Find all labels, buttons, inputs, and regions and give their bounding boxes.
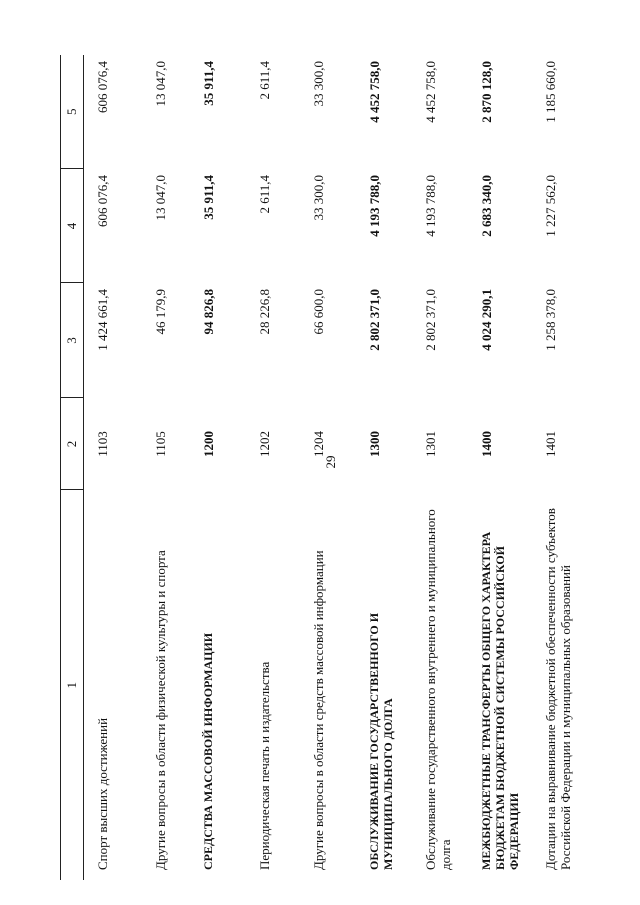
row-value-col3: 28 226,8 xyxy=(256,289,272,335)
row-value-col4: 606 076,4 xyxy=(95,175,110,227)
row-value-col5: 13 047,0 xyxy=(152,61,168,107)
table-row xyxy=(468,55,532,880)
row-value-col4: 33 300,0 xyxy=(310,175,326,221)
row-value-col5: 4 452 758,0 xyxy=(366,61,382,123)
row-name: ОБСЛУЖИВАНИЕ ГОСУДАРСТВЕННОГО И МУНИЦИПАЛЬНОГО ДОЛГА xyxy=(366,612,395,870)
row-code: 1103 xyxy=(95,431,110,457)
table-row xyxy=(84,55,142,880)
row-code: 1400 xyxy=(478,431,494,457)
row-code: 1202 xyxy=(256,431,272,457)
table-row xyxy=(190,55,246,880)
row-name: МЕЖБЮДЖЕТНЫЕ ТРАНСФЕРТЫ ОБЩЕГО ХАРАКТЕРА БЮДЖЕТАМ БЮДЖЕТНОЙ СИСТЕМЫ РОССИЙСКОЙ ФЕДЕРАЦИИ xyxy=(478,531,521,870)
row-value-col4: 35 911,4 xyxy=(200,175,216,220)
row-code: 1204 xyxy=(310,431,326,457)
row-value-col5: 33 300,0 xyxy=(310,61,326,107)
column-header-2: 2 xyxy=(61,398,84,490)
table-header-row xyxy=(61,55,84,880)
row-value-col5: 1 185 660,0 xyxy=(542,61,558,123)
page-number: 29 xyxy=(323,455,338,469)
row-name: Периодическая печать и издательства xyxy=(256,661,272,870)
table-row xyxy=(532,55,592,880)
row-value-col4: 2 611,4 xyxy=(256,175,272,214)
row-value-col3: 1 258 378,0 xyxy=(542,289,558,351)
row-value-col4: 2 683 340,0 xyxy=(478,175,494,237)
row-code: 1401 xyxy=(542,431,558,457)
row-code: 1301 xyxy=(422,431,438,457)
row-value-col4: 1 227 562,0 xyxy=(542,175,558,237)
row-value-col4: 4 193 788,0 xyxy=(366,175,382,237)
row-value-col3: 2 802 371,0 xyxy=(422,289,438,351)
table-row xyxy=(142,55,190,880)
row-value-col5: 4 452 758,0 xyxy=(422,61,438,123)
row-value-col3: 2 802 371,0 xyxy=(366,289,382,351)
row-code: 1300 xyxy=(366,431,382,457)
row-value-col5: 2 870 128,0 xyxy=(478,61,494,123)
table-row xyxy=(356,55,412,880)
table-row xyxy=(300,55,356,880)
row-name: Дотации на выравнивание бюджетной обеспеченности субъектов Российской Федерации и муниципальных образований xyxy=(542,508,573,870)
row-value-col3: 94 826,8 xyxy=(200,289,216,335)
budget-sheet xyxy=(60,55,580,880)
column-header-1: 1 xyxy=(61,490,84,880)
column-header-3: 3 xyxy=(61,283,84,398)
row-value-col3: 66 600,0 xyxy=(310,289,326,335)
row-name: Обслуживание государственного внутреннего и муниципального долга xyxy=(422,509,453,870)
row-value-col5: 606 076,4 xyxy=(95,61,110,113)
row-value-col5: 2 611,4 xyxy=(256,61,272,100)
column-header-5: 5 xyxy=(61,55,84,169)
row-name: Спорт высших достижений xyxy=(95,717,110,870)
row-value-col3: 1 424 661,4 xyxy=(95,289,110,351)
row-code: 1105 xyxy=(152,431,168,457)
row-value-col4: 4 193 788,0 xyxy=(422,175,438,237)
row-value-col3: 4 024 290,1 xyxy=(478,289,494,351)
row-name: Другие вопросы в области физической культуры и спорта xyxy=(152,550,168,870)
row-value-col5: 35 911,4 xyxy=(200,61,216,106)
table-row xyxy=(412,55,468,880)
row-name: Другие вопросы в области средств массовой информации xyxy=(310,550,326,870)
table-row xyxy=(246,55,300,880)
row-value-col3: 46 179,9 xyxy=(152,289,168,335)
column-header-4: 4 xyxy=(61,169,84,283)
row-name: СРЕДСТВА МАССОВОЙ ИНФОРМАЦИИ xyxy=(200,632,215,870)
row-code: 1200 xyxy=(200,431,216,457)
row-value-col4: 13 047,0 xyxy=(152,175,168,221)
budget-table xyxy=(60,55,592,880)
